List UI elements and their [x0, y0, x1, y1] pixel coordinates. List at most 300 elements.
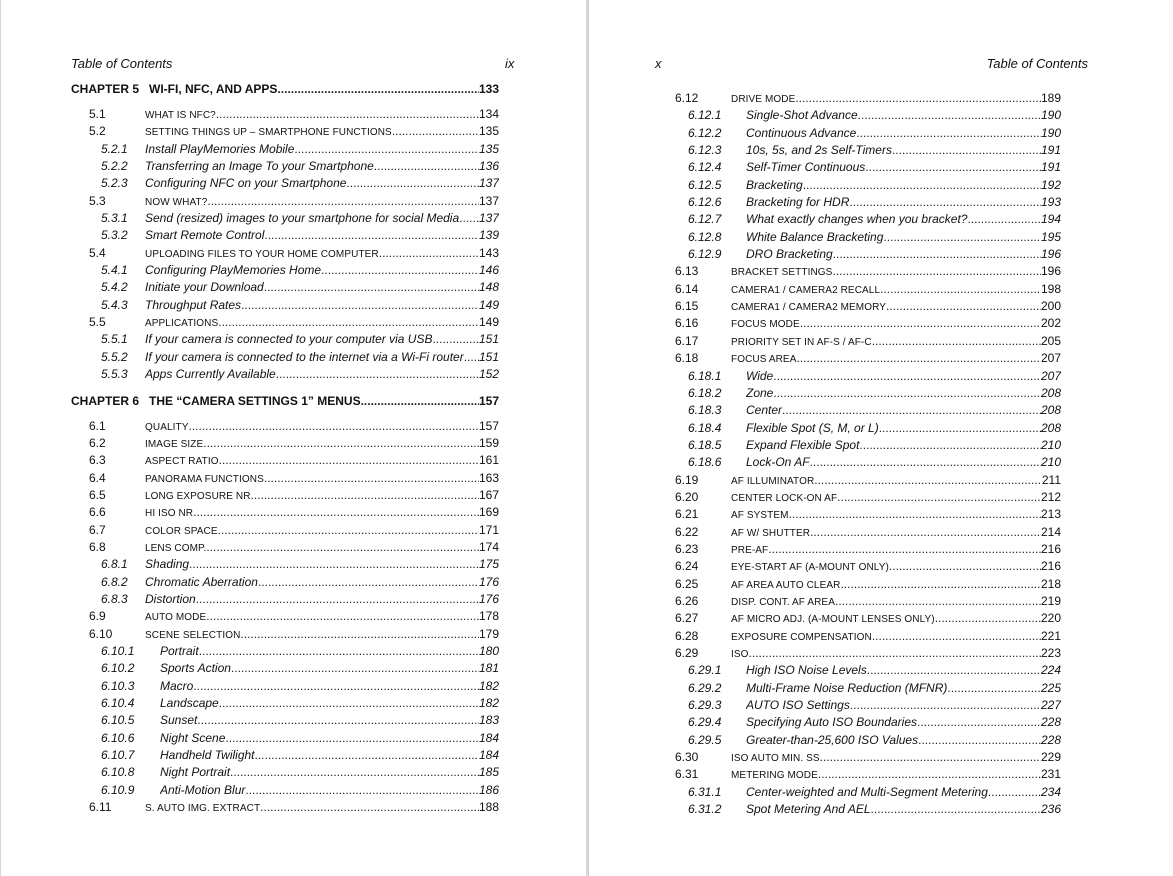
toc-entry-page: 181 [478, 661, 499, 676]
toc-entry-title: FOCUS AREA [731, 354, 797, 366]
toc-entry[interactable] [675, 714, 1061, 731]
toc-dot-leader [967, 211, 1041, 228]
toc-entry-page: 218 [1040, 576, 1061, 591]
toc-entry-title: LONG EXPOSURE NR [145, 490, 251, 502]
toc-entry-page: 135 [478, 141, 499, 156]
toc-entry-number: 6.6 [89, 505, 106, 520]
toc-dot-leader [459, 210, 479, 227]
toc-dot-leader [856, 125, 1041, 142]
toc-entry[interactable] [71, 452, 499, 469]
toc-entry[interactable] [71, 227, 499, 244]
toc-entry[interactable] [675, 697, 1061, 714]
toc-dot-leader [840, 576, 1041, 593]
toc-dot-leader [206, 539, 479, 556]
toc-entry[interactable] [71, 245, 499, 262]
toc-entry[interactable] [71, 123, 499, 140]
toc-entry-page: 191 [1040, 160, 1061, 175]
toc-entry[interactable] [71, 262, 499, 279]
toc-entry[interactable] [71, 141, 499, 158]
toc-entry[interactable] [675, 784, 1061, 801]
toc-entry[interactable] [675, 766, 1061, 783]
toc-entry[interactable] [675, 90, 1061, 107]
toc-entry[interactable] [675, 662, 1061, 679]
toc-entry[interactable] [675, 645, 1061, 662]
toc-entry-number: 6.18.4 [688, 420, 722, 435]
toc-entry-number: 6.23 [675, 541, 699, 556]
toc-entry-page: 213 [1040, 507, 1061, 522]
toc-dot-leader [264, 470, 479, 487]
toc-entry-number: 6.29 [675, 646, 699, 660]
toc-entry-number: 5.4.1 [101, 263, 128, 278]
toc-dot-leader [773, 368, 1041, 385]
toc-entry[interactable] [675, 107, 1061, 124]
toc-dot-leader [241, 297, 479, 314]
toc-entry-number: 5.5.1 [101, 332, 128, 347]
toc-entry[interactable] [71, 470, 499, 487]
toc-entry-page: 174 [478, 539, 499, 554]
toc-entry-title: AUTO MODE [145, 612, 207, 624]
toc-entry-number: 6.10.3 [101, 678, 135, 693]
toc-entry[interactable] [71, 193, 499, 210]
toc-dot-leader [230, 764, 479, 781]
toc-entry-page: 205 [1040, 333, 1061, 348]
toc-entry-number: 6.12.3 [688, 143, 722, 158]
toc-entry-title: Chromatic Aberration [145, 574, 258, 589]
toc-dot-leader [867, 662, 1041, 679]
toc-entry-page: 210 [1040, 455, 1061, 470]
toc-dot-leader [294, 141, 479, 158]
toc-entry[interactable] [71, 660, 499, 677]
toc-entry-number: 6.4 [89, 470, 106, 485]
toc-dot-leader [189, 556, 479, 573]
toc-entry-number: 6.12.2 [688, 125, 722, 140]
toc-entry-number: 5.3.2 [101, 228, 128, 243]
toc-entry[interactable] [675, 576, 1061, 593]
toc-dot-leader [835, 593, 1041, 610]
toc-chapter-entry[interactable] [71, 81, 499, 98]
toc-entry[interactable] [675, 315, 1061, 332]
toc-entry-number: 5.3 [89, 193, 106, 208]
toc-entry-number: 6.3 [89, 453, 106, 468]
toc-entry-title: Configuring NFC on your Smartphone [145, 176, 347, 191]
toc-entry-page: 214 [1040, 524, 1061, 539]
toc-entry-page: 182 [478, 696, 499, 710]
toc-entry[interactable] [675, 680, 1061, 697]
toc-entry[interactable] [675, 333, 1061, 350]
toc-entry[interactable] [675, 801, 1061, 818]
toc-entry-title: SCENE SELECTION [145, 629, 241, 641]
toc-entry-title: Night Scene [160, 730, 226, 745]
toc-entry-number: 6.29.2 [688, 680, 722, 695]
toc-entry-title: DRIVE MODE [731, 94, 796, 105]
toc-entry-page: 183 [478, 713, 499, 728]
toc-entry-number: 6.8 [89, 539, 106, 554]
toc-dot-leader [193, 504, 479, 521]
toc-entry-title: Throughput Rates [145, 297, 242, 312]
toc-entry[interactable] [71, 539, 499, 556]
toc-entry-page: 192 [1040, 177, 1061, 192]
toc-entry-number: 6.26 [675, 593, 699, 608]
toc-dot-leader [872, 628, 1041, 645]
toc-dot-leader [892, 142, 1041, 159]
toc-entry-page: 171 [478, 522, 499, 537]
toc-entry-number: 6.10.2 [101, 661, 135, 676]
toc-entry-page: 211 [1041, 472, 1061, 487]
toc-entry[interactable] [675, 385, 1061, 402]
toc-entry[interactable] [71, 279, 499, 296]
toc-entry-number: 5.4.2 [101, 280, 128, 295]
toc-entry-page: 200 [1040, 299, 1061, 314]
toc-entry-title: Install PlayMemories Mobile [145, 141, 295, 156]
toc-dot-leader [264, 279, 479, 296]
toc-entry-title: FOCUS MODE [731, 319, 800, 331]
toc-entry[interactable] [71, 678, 499, 695]
toc-dot-leader [858, 107, 1041, 124]
toc-entry-title: High ISO Noise Levels [746, 663, 867, 678]
toc-entry[interactable] [71, 210, 499, 227]
toc-entry-number: 5.3.1 [101, 211, 128, 226]
toc-entry[interactable] [675, 194, 1061, 211]
toc-entry-page: 169 [478, 505, 499, 520]
toc-dot-leader [883, 229, 1041, 246]
toc-entry-number: 6.20 [675, 489, 699, 504]
toc-entry-number: 6.16 [675, 316, 699, 331]
toc-entry-number: 6.10.8 [101, 765, 135, 780]
toc-entry-number: 6.2 [89, 435, 106, 450]
toc-entry[interactable] [675, 732, 1061, 749]
toc-entry-page: 216 [1040, 541, 1061, 556]
toc-entry-number: 5.2.3 [101, 176, 128, 191]
toc-chapter-entry[interactable] [71, 393, 499, 410]
toc-entry-number: 6.10.4 [101, 696, 135, 710]
toc-entry-title: Center-weighted and Multi-Segment Metering [746, 784, 988, 799]
toc-entry-number: 6.10.6 [101, 730, 135, 745]
toc-entry[interactable] [675, 229, 1061, 246]
toc-entry-number: 5.5 [89, 315, 106, 330]
toc-dot-leader [206, 608, 479, 625]
toc-entry-page: 161 [478, 453, 499, 468]
toc-dot-leader [231, 660, 479, 677]
toc-entry-title: UPLOADING FILES TO YOUR HOME COMPUTER [145, 248, 379, 260]
toc-entry[interactable] [675, 263, 1061, 280]
toc-entry[interactable] [71, 574, 499, 591]
toc-entry-number: 6.31.1 [688, 784, 722, 799]
toc-entry-number: 5.1 [89, 107, 106, 121]
toc-entry[interactable] [71, 349, 499, 366]
toc-entry-page: 225 [1040, 680, 1061, 695]
toc-entry-page: 134 [478, 107, 499, 121]
toc-entry-page: 224 [1040, 663, 1061, 678]
toc-entry-page: 157 [478, 393, 499, 408]
toc-entry[interactable] [675, 506, 1061, 523]
toc-dot-leader [203, 435, 479, 452]
toc-entry[interactable] [71, 608, 499, 625]
toc-entry[interactable] [675, 437, 1061, 454]
right-page-number: x [655, 56, 662, 71]
toc-entry-page: 184 [478, 748, 499, 763]
toc-entry-title: Wide [746, 368, 774, 383]
toc-entry-number: 6.22 [675, 524, 699, 539]
toc-entry-title: AF AREA AUTO CLEAR [731, 579, 841, 591]
toc-entry-number: 6.31 [675, 767, 699, 782]
toc-entry-number: 6.18.6 [688, 455, 722, 470]
toc-dot-leader [789, 506, 1041, 523]
toc-entry[interactable] [71, 695, 499, 712]
toc-dot-leader [199, 643, 479, 660]
toc-entry[interactable] [675, 281, 1061, 298]
toc-entry[interactable] [71, 504, 499, 521]
toc-entry-number: 6.30 [675, 750, 699, 765]
toc-entry[interactable] [675, 159, 1061, 176]
toc-entry-number: 6.29.3 [688, 698, 722, 713]
toc-entry-page: 146 [478, 263, 499, 278]
toc-entry-number: 6.8.1 [101, 557, 128, 572]
toc-entry-title: DISP. CONT. AF AREA [731, 596, 835, 608]
toc-entry-title: METERING MODE [731, 770, 818, 782]
toc-dot-leader [768, 541, 1041, 558]
toc-entry-title: Sunset [160, 713, 198, 728]
toc-entry-title: Center [746, 403, 783, 418]
toc-entry[interactable] [71, 712, 499, 729]
toc-entry-title: PANORAMA FUNCTIONS [145, 473, 264, 485]
toc-entry[interactable] [675, 558, 1061, 575]
toc-entry-page: 194 [1040, 212, 1061, 227]
toc-entry-number: 6.25 [675, 576, 699, 591]
toc-dot-leader [988, 784, 1041, 801]
toc-entry-page: 234 [1040, 784, 1061, 799]
toc-entry-number: 6.18.2 [688, 385, 722, 400]
toc-entry-page: 152 [478, 367, 499, 382]
toc-entry-number: 6.12.1 [688, 108, 722, 123]
toc-dot-leader [782, 402, 1041, 419]
toc-entry-page: 223 [1040, 646, 1061, 660]
toc-entry-page: 236 [1040, 802, 1061, 817]
toc-entry-page: 227 [1040, 698, 1061, 713]
toc-entry-title: White Balance Bracketing [746, 229, 884, 244]
toc-entry[interactable] [675, 368, 1061, 385]
toc-entry-title: QUALITY [145, 421, 189, 433]
toc-entry[interactable] [71, 782, 499, 799]
toc-entry-page: 157 [478, 418, 499, 433]
toc-entry-title: Bracketing [746, 177, 803, 192]
toc-entry-page: 186 [478, 782, 499, 797]
toc-entry-page: 196 [1040, 264, 1061, 279]
toc-entry-number: 6.27 [675, 611, 699, 626]
toc-entry[interactable] [675, 749, 1061, 766]
toc-entry[interactable] [675, 472, 1061, 489]
toc-entry-page: 148 [478, 280, 499, 295]
toc-entry-number: 6.18.5 [688, 437, 722, 452]
toc-dot-leader [218, 522, 479, 539]
toc-entry-number: 6.8.2 [101, 574, 128, 589]
toc-entry[interactable] [71, 591, 499, 608]
toc-entry-number: 6.13 [675, 264, 699, 279]
toc-dot-leader [886, 298, 1041, 315]
toc-entry[interactable] [675, 177, 1061, 194]
toc-entry[interactable] [675, 541, 1061, 558]
toc-dot-leader [879, 420, 1041, 437]
toc-entry-number: 6.29.1 [688, 663, 722, 678]
toc-entry[interactable] [71, 314, 499, 331]
toc-entry[interactable] [71, 418, 499, 435]
toc-entry[interactable] [71, 158, 499, 175]
toc-dot-leader [796, 350, 1041, 367]
toc-entry-number: 6.10.9 [101, 782, 135, 797]
toc-entry-title: APPLICATIONS [145, 318, 219, 330]
toc-entry-page: 193 [1040, 195, 1061, 210]
toc-entry[interactable] [71, 730, 499, 747]
toc-entry-number: 6.17 [675, 333, 699, 348]
toc-entry-number: 6.29.4 [688, 715, 722, 730]
toc-entry-page: 163 [478, 470, 499, 485]
toc-entry-page: 143 [478, 245, 499, 260]
toc-entry[interactable] [71, 764, 499, 781]
toc-entry-title: Sports Action [160, 661, 231, 676]
toc-entry-number: 6.12.6 [688, 195, 722, 210]
toc-dot-leader [189, 418, 479, 435]
toc-entry-title: Single-Shot Advance [746, 108, 858, 123]
toc-dot-leader [810, 524, 1041, 541]
toc-dot-leader [820, 749, 1041, 766]
toc-dot-leader [850, 697, 1041, 714]
toc-dot-leader [832, 263, 1041, 280]
right-page [588, 0, 1173, 876]
toc-entry[interactable] [675, 211, 1061, 228]
toc-entry[interactable] [675, 246, 1061, 263]
toc-entry[interactable] [71, 175, 499, 192]
toc-entry[interactable] [71, 643, 499, 660]
toc-entry-page: 208 [1040, 420, 1061, 435]
toc-dot-leader [818, 766, 1041, 783]
toc-entry-title: Specifying Auto ISO Boundaries [746, 715, 917, 730]
toc-dot-leader [917, 714, 1041, 731]
toc-entry-title: AF W/ SHUTTER [731, 527, 811, 539]
toc-entry[interactable] [71, 331, 499, 348]
toc-entry-page: 167 [478, 487, 499, 502]
toc-entry[interactable] [675, 454, 1061, 471]
toc-entry[interactable] [675, 350, 1061, 367]
toc-entry[interactable] [675, 610, 1061, 627]
toc-entry-page: 149 [478, 315, 499, 330]
toc-entry-title: CAMERA1 / CAMERA2 MEMORY [731, 302, 887, 314]
toc-entry-page: 137 [478, 193, 499, 208]
toc-entry-page: 184 [478, 730, 499, 745]
toc-entry-title: EYE-START AF (A-MOUNT ONLY) [731, 562, 889, 574]
toc-entry-number: 6.21 [675, 507, 699, 522]
toc-dot-leader [464, 349, 479, 366]
toc-entry-title: LENS COMP. [145, 542, 207, 554]
toc-entry-title: Shading [145, 557, 190, 572]
toc-entry-title: BRACKET SETTINGS [731, 267, 833, 279]
toc-entry-title: Night Portrait [160, 765, 231, 780]
toc-entry-title: Configuring PlayMemories Home [145, 263, 322, 278]
toc-entry-number: 6.18.3 [688, 403, 722, 418]
toc-entry[interactable] [71, 747, 499, 764]
toc-entry[interactable] [675, 489, 1061, 506]
toc-entry[interactable] [71, 556, 499, 573]
toc-dot-leader [379, 245, 479, 262]
left-page-number: ix [505, 56, 515, 71]
toc-entry-title: Lock-On AF [746, 455, 810, 470]
toc-entry-title: Send (resized) images to your smartphone for social Media [145, 211, 460, 226]
toc-entry-title: Smart Remote Control [145, 228, 265, 243]
toc-entry-page: 207 [1040, 368, 1061, 383]
toc-dot-leader [795, 90, 1041, 107]
toc-dot-leader [872, 333, 1041, 350]
toc-entry-page: 185 [478, 765, 499, 780]
toc-entry[interactable] [71, 297, 499, 314]
toc-dot-leader [225, 730, 479, 747]
toc-dot-leader [218, 314, 479, 331]
toc-entry-number: 5.4 [89, 245, 106, 260]
toc-dot-leader [264, 227, 479, 244]
toc-entry-page: 180 [478, 643, 499, 658]
toc-entry-page: 188 [478, 800, 499, 815]
toc-entry[interactable] [675, 142, 1061, 159]
toc-entry-title: IMAGE SIZE [145, 438, 204, 450]
toc-entry-page: 220 [1040, 611, 1061, 626]
toc-entry-title: Portrait [160, 643, 199, 658]
toc-entry-number: 6.10 [89, 626, 113, 641]
toc-dot-leader [392, 123, 479, 140]
toc-entry-number: 6.12.5 [688, 177, 722, 192]
toc-entry-title: WI-FI, NFC, AND APPS [149, 82, 278, 96]
toc-entry[interactable] [675, 420, 1061, 437]
toc-dot-leader [859, 437, 1041, 454]
toc-entry-number: 6.10.5 [101, 713, 135, 728]
toc-entry-page: 198 [1040, 281, 1061, 296]
toc-entry[interactable] [71, 799, 499, 816]
toc-entry-title: Landscape [160, 696, 219, 710]
toc-dot-leader [374, 158, 479, 175]
toc-entry-title: HI ISO NR [145, 508, 194, 520]
toc-entry[interactable] [71, 626, 499, 643]
toc-entry-title: Zone [746, 385, 774, 400]
toc-dot-leader [251, 487, 479, 504]
toc-entry[interactable] [675, 125, 1061, 142]
table-of-contents-left [71, 81, 499, 816]
toc-entry[interactable] [675, 298, 1061, 315]
toc-dot-leader [260, 799, 479, 816]
toc-entry[interactable] [71, 522, 499, 539]
toc-entry[interactable] [675, 402, 1061, 419]
toc-entry-title: PRE-AF [731, 544, 769, 556]
toc-entry[interactable] [71, 487, 499, 504]
toc-dot-leader [749, 645, 1041, 662]
toc-entry[interactable] [71, 366, 499, 383]
toc-entry-page: 151 [478, 332, 499, 347]
toc-entry[interactable] [675, 628, 1061, 645]
toc-entry-page: 202 [1040, 316, 1061, 331]
toc-entry[interactable] [71, 106, 499, 123]
toc-entry-page: 149 [478, 297, 499, 312]
toc-entry-title: ISO AUTO MIN. SS [731, 753, 820, 765]
toc-entry-page: 219 [1040, 593, 1061, 608]
toc-dot-leader [207, 193, 479, 210]
toc-entry-number: 6.11 [89, 800, 112, 815]
toc-entry-page: 210 [1040, 437, 1061, 452]
toc-entry[interactable] [71, 435, 499, 452]
toc-entry-number: 6.8.3 [101, 591, 128, 606]
toc-dot-leader [321, 262, 479, 279]
toc-entry-number: 6.12 [675, 91, 699, 105]
toc-dot-leader [219, 695, 479, 712]
toc-entry[interactable] [675, 593, 1061, 610]
toc-entry-number: 6.18 [675, 351, 699, 366]
toc-entry-number: 6.9 [89, 609, 106, 624]
toc-dot-leader [918, 732, 1041, 749]
toc-entry[interactable] [675, 524, 1061, 541]
